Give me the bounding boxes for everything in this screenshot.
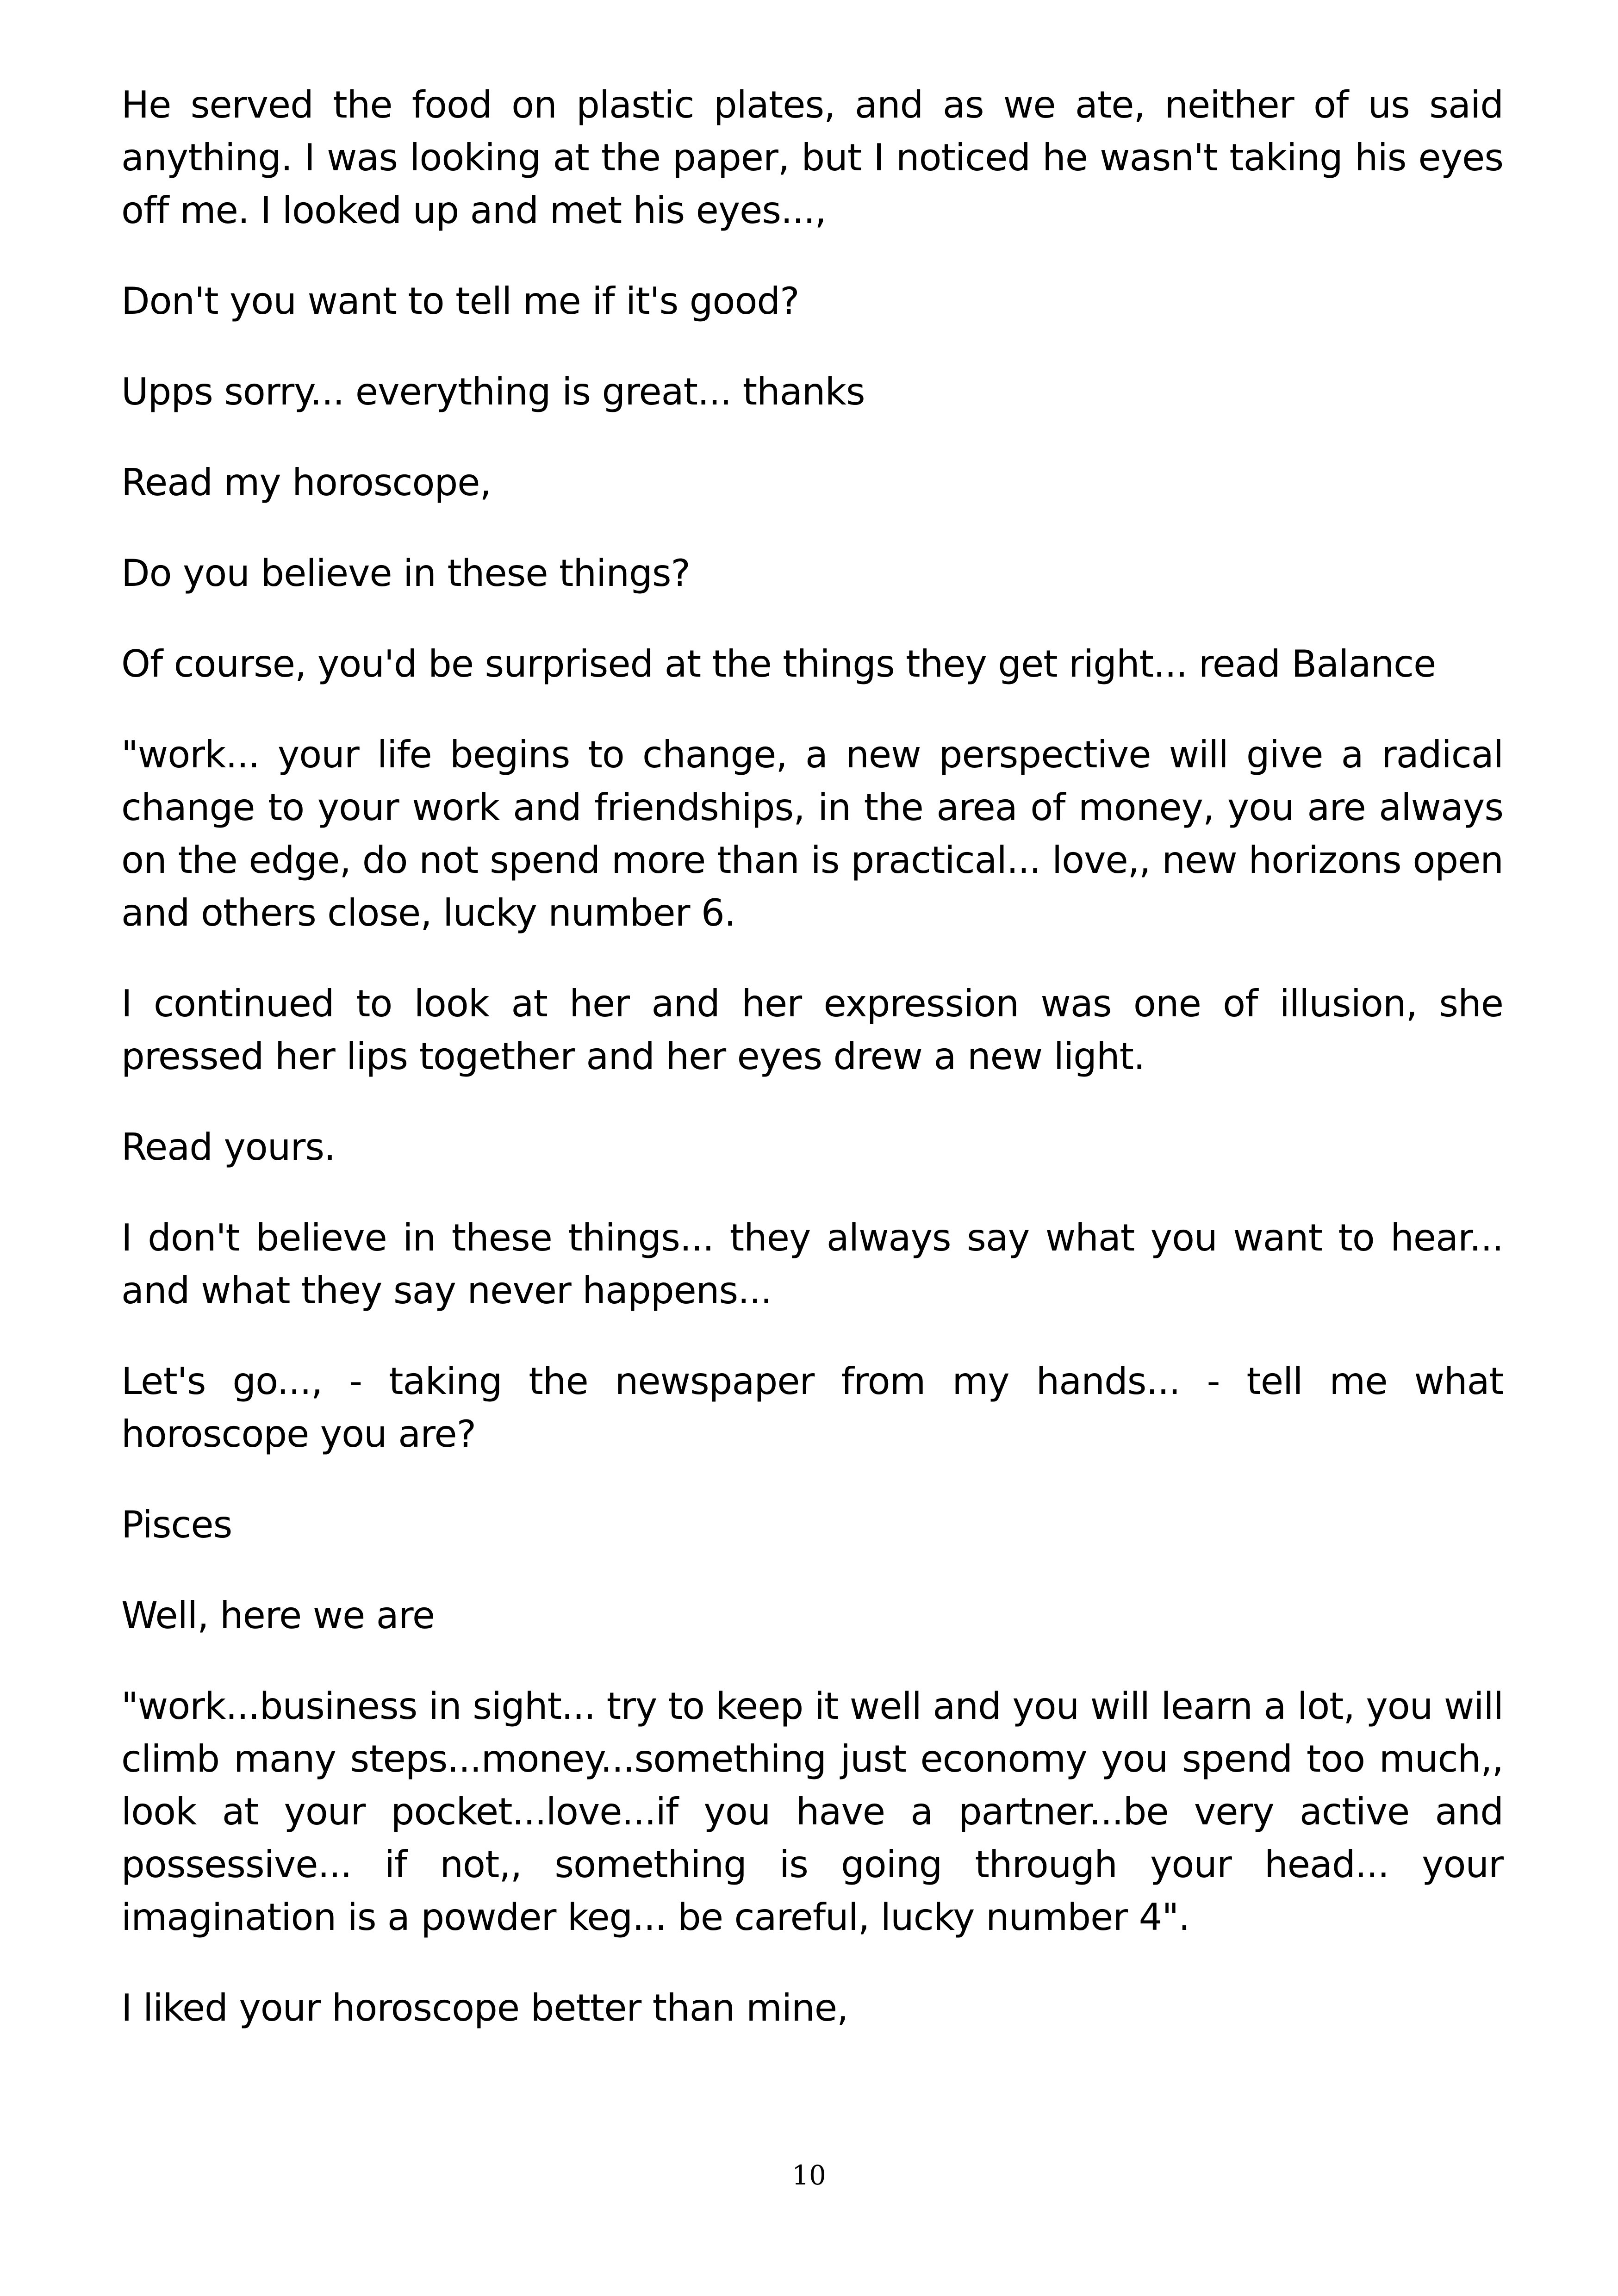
paragraph: "work...business in sight... try to keep it well and you will learn a lot, you will climb many steps...money...something just economy you spend too much,, look at your pocket...love...if you have a partner...be very active and possessive... if not,, something is going through your head... your imagination is a powder keg... be careful, lucky number 4". [121, 1685, 1503, 1939]
paragraph: Pisces [121, 1503, 232, 1546]
paragraph: Read my horoscope, [121, 461, 491, 504]
page-number: 10 [792, 2159, 826, 2191]
paragraph: Of course, you'd be surprised at the things they get right... read Balance [121, 642, 1436, 685]
paragraph: Do you believe in these things? [121, 552, 690, 595]
paragraph: "work... your life begins to change, a new perspective will give a radical change to your work and friendships, in the area of money, you are always on the edge, do not spend more than is practical... love,, new horizons open and others close, lucky number 6. [121, 733, 1503, 934]
paragraph: Upps sorry... everything is great... thanks [121, 370, 865, 413]
body-text [121, 79, 1503, 2072]
paragraph: Well, here we are [121, 1594, 435, 1637]
paragraph: I don't believe in these things... they always say what you want to hear... and what they say never happens... [121, 1216, 1503, 1312]
paragraph: Let's go..., - taking the newspaper from my hands... - tell me what horoscope you are? [121, 1360, 1503, 1456]
paragraph: He served the food on plastic plates, and as we ate, neither of us said anything. I was looking at the paper, but I noticed he wasn't taking his eyes off me. I looked up and met his eyes..., [121, 83, 1503, 232]
paragraph: Don't you want to tell me if it's good? [121, 280, 799, 323]
paragraph: I continued to look at her and her expression was one of illusion, she pressed her lips together and her eyes drew a new light. [121, 982, 1503, 1078]
paragraph: I liked your horoscope better than mine, [121, 1986, 848, 2029]
paragraph: Read yours. [121, 1126, 336, 1169]
